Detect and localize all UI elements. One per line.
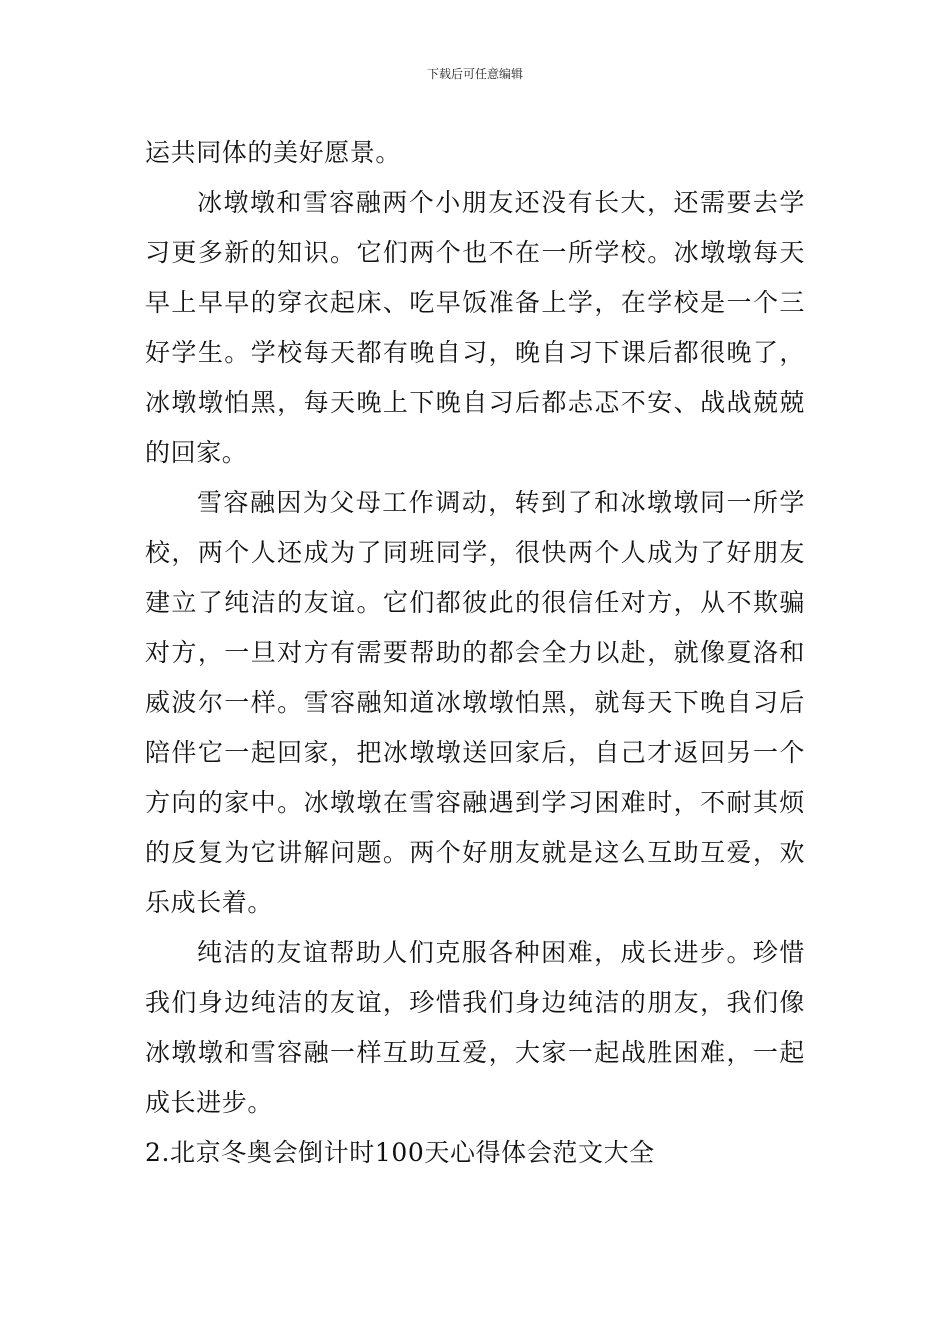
paragraph-conclusion: 纯洁的友谊帮助人们克服各种困难，成长进步。珍惜我们身边纯洁的友谊，珍惜我们身边纯洁的朋友，我们像冰墩墩和雪容融一样互助互爱，大家一起战胜困难，一起成长进步。 bbox=[145, 938, 805, 1117]
document-body bbox=[145, 128, 805, 1178]
paragraph-shueyrhonrhon-friendship: 雪容融因为父母工作调动，转到了和冰墩墩同一所学校，两个人还成为了同班同学，很快两个人成为了好朋友建立了纯洁的友谊。它们都彼此的很信任对方，从不欺骗对方，一旦对方有需要帮助的都会全力以赴，就像夏洛和威波尔一样。雪容融知道冰墩墩怕黑，就每天下晚自习后陪伴它一起回家，把冰墩墩送回家后，自己才返回另一个方向的家中。冰墩墩在雪容融遇到学习困难时，不耐其烦的反复为它讲解问题。两个好朋友就是这么互助互爱，欢乐成长着。 bbox=[145, 488, 805, 917]
page-header-note: 下载后可任意编辑 bbox=[426, 67, 523, 81]
paragraph-bingdwendwen-school: 冰墩墩和雪容融两个小朋友还没有长大，还需要去学习更多新的知识。它们两个也不在一所学校。冰墩墩每天早上早早的穿衣起床、吃早饭准备上学，在学校是一个三好学生。学校每天都有晚自习，晚自习下课后都很晚了，冰墩墩怕黑，每天晚上下晚自习后都忐忑不安、战战兢兢的回家。 bbox=[145, 188, 805, 467]
paragraph-continuation: 运共同体的美好愿景。 bbox=[145, 138, 402, 167]
section-heading: 2.北京冬奥会倒计时100天心得体会范文大全 bbox=[145, 1138, 655, 1167]
